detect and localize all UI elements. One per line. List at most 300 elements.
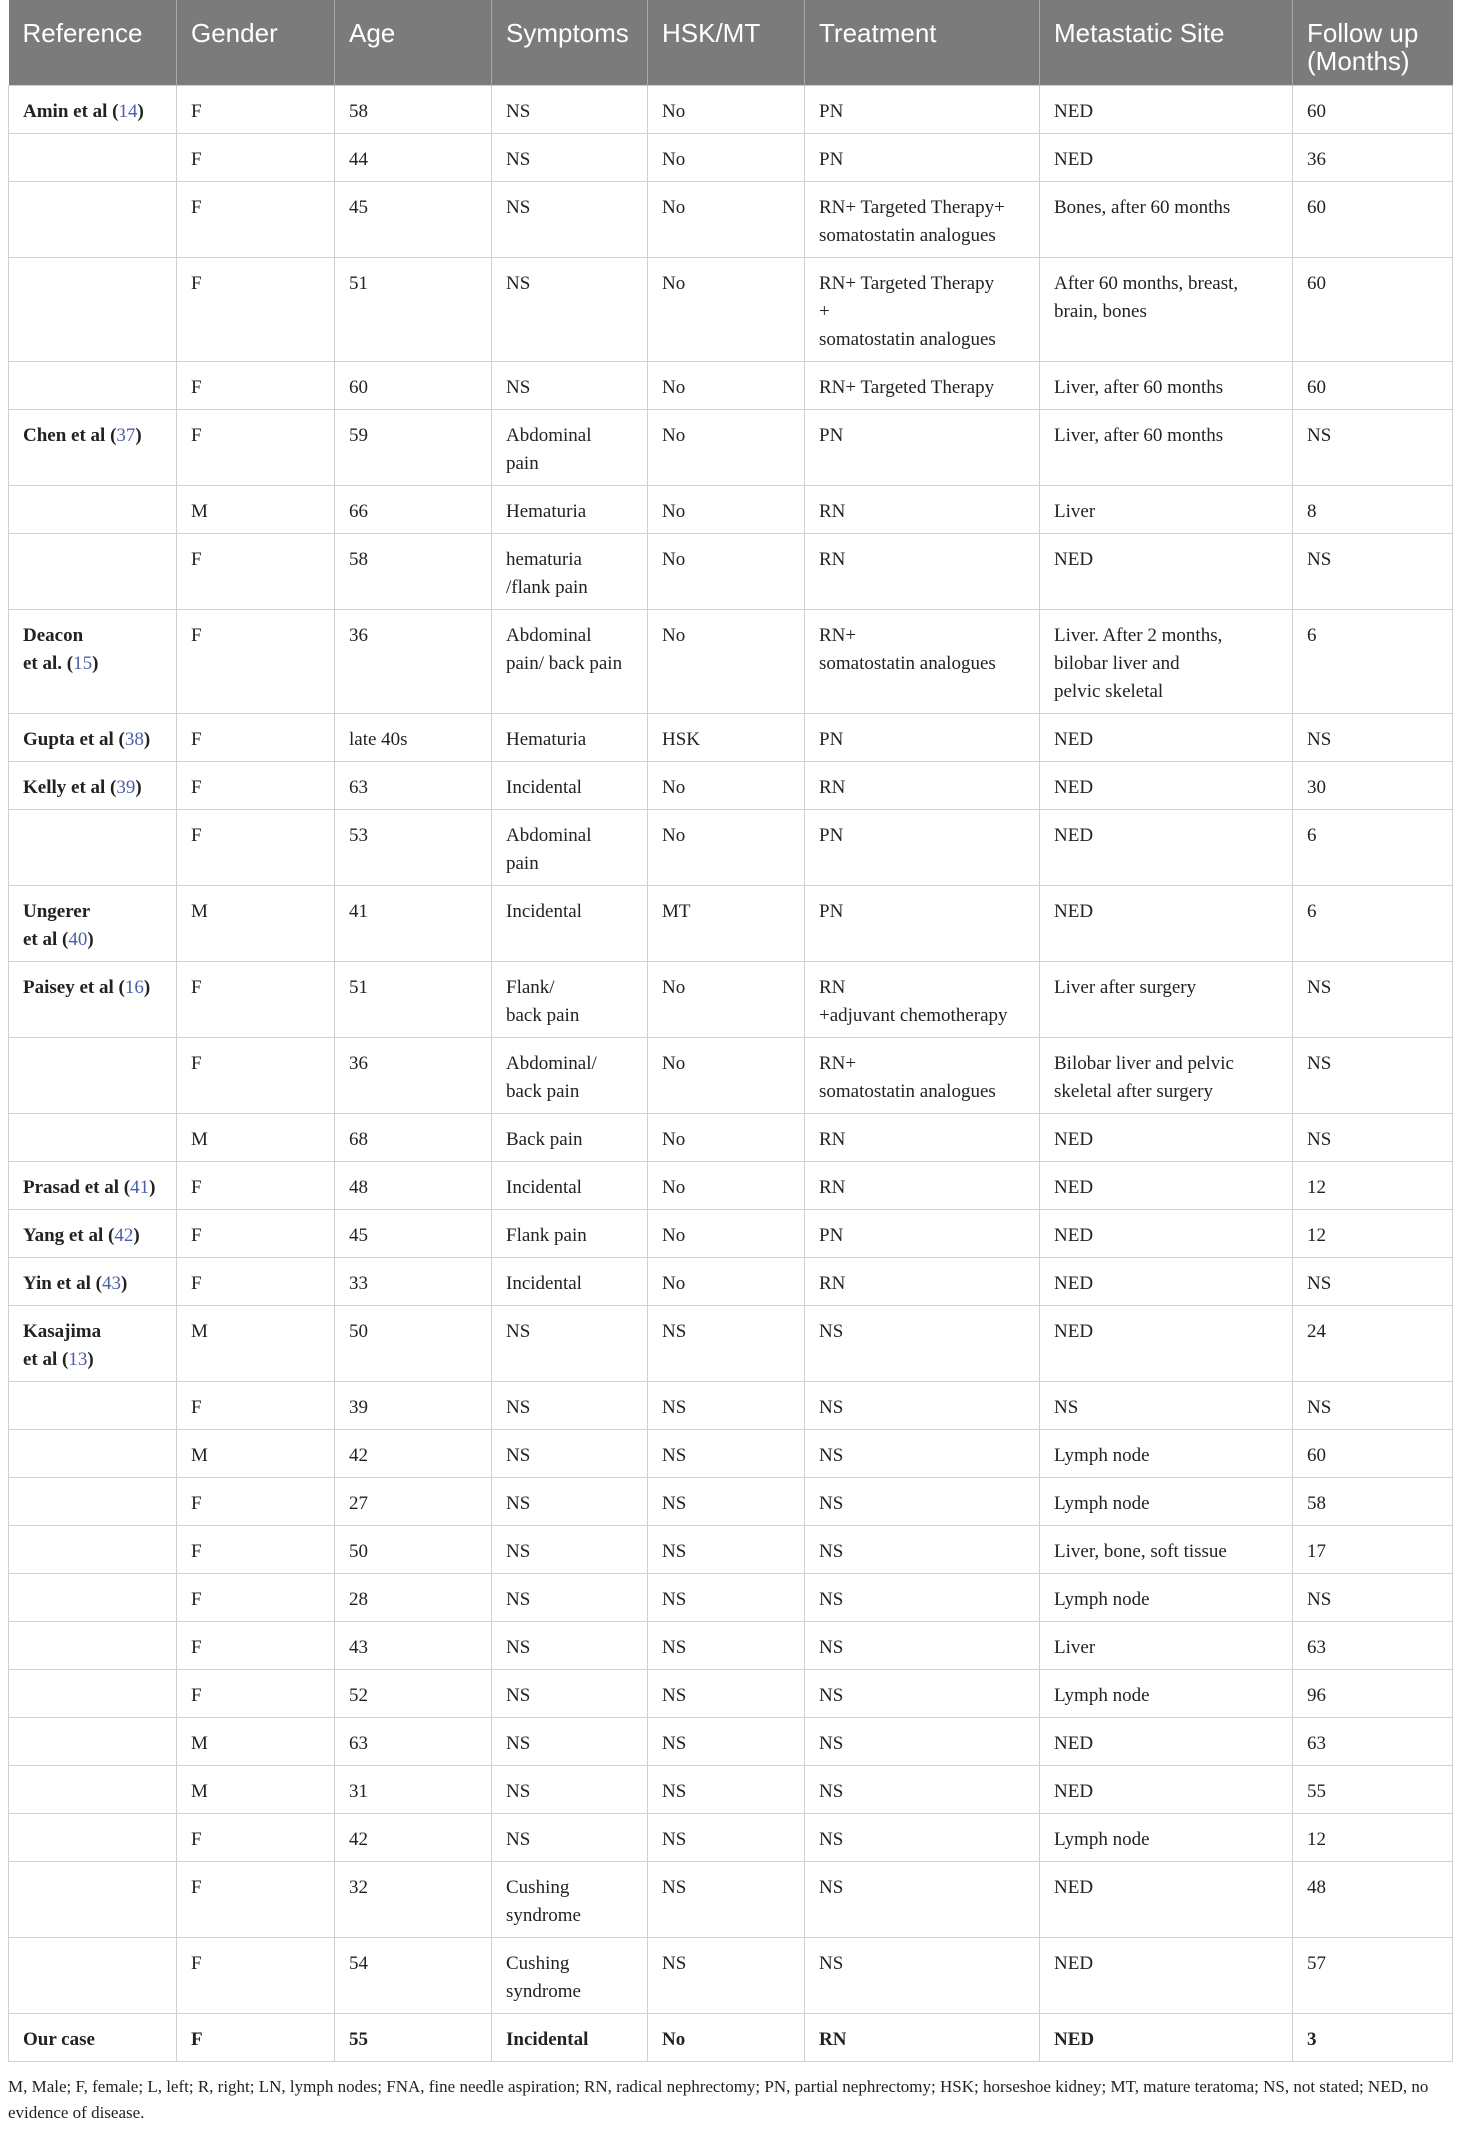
cell-hsk-mt: No [648,1162,805,1210]
cell-hsk-mt: NS [648,1814,805,1862]
cell-symptoms: Abdominal pain/ back pain [492,610,648,714]
cell-symptoms: Cushing syndrome [492,1862,648,1938]
cell-metastatic-site: Lymph node [1040,1670,1293,1718]
cell-reference [9,2014,177,2062]
citation-close: ) [133,1225,140,1246]
citation-link[interactable]: 39 [116,777,136,798]
cell-treatment: RN+ somatostatin analogues [805,610,1040,714]
cell-symptoms: Flank pain [492,1210,648,1258]
cell-hsk-mt: NS [648,1938,805,2014]
reference-author: Prasad et al ( [23,1177,131,1198]
cell-symptoms: NS [492,1306,648,1382]
cell-symptoms: Back pain [492,1114,648,1162]
cell-age: 45 [335,1210,492,1258]
cell-metastatic-site: NS [1040,1382,1293,1430]
cell-metastatic-site: Liver. After 2 months, bilobar liver and pelvic skeletal [1040,610,1293,714]
cell-follow-up: NS [1293,1382,1453,1430]
cell-gender: M [177,1766,335,1814]
reference-author: Ungerer et al ( [23,901,91,950]
cell-metastatic-site: NED [1040,534,1293,610]
cell-metastatic-site: NED [1040,762,1293,810]
table-row [9,1622,1453,1670]
cell-metastatic-site: Liver [1040,486,1293,534]
cell-age: 51 [335,962,492,1038]
cell-symptoms: Incidental [492,762,648,810]
reference-author: Amin et al ( [23,101,119,122]
cell-gender: F [177,1038,335,1114]
cell-hsk-mt: No [648,762,805,810]
cell-treatment: RN+ Targeted Therapy + somatostatin analogues [805,258,1040,362]
cell-symptoms: Incidental [492,1258,648,1306]
cell-symptoms: Hematuria [492,486,648,534]
cell-symptoms: NS [492,1670,648,1718]
table-row [9,1814,1453,1862]
cell-follow-up: 6 [1293,610,1453,714]
cell-follow-up: 30 [1293,762,1453,810]
cell-reference [9,1430,177,1478]
cell-gender: F [177,1622,335,1670]
cell-metastatic-site: NED [1040,810,1293,886]
cell-gender: F [177,182,335,258]
cell-metastatic-site: NED [1040,1162,1293,1210]
table-row [9,810,1453,886]
cell-metastatic-site: NED [1040,1306,1293,1382]
citation-close: ) [143,977,151,998]
table-row [9,714,1453,762]
cell-age: 60 [335,362,492,410]
cell-age: 36 [335,1038,492,1114]
cell-treatment: PN [805,134,1040,182]
table-row [9,762,1453,810]
citation-close: ) [149,1177,156,1198]
header-metastatic-site: Metastatic Site [1040,0,1293,86]
cell-follow-up: 57 [1293,1938,1453,2014]
cell-follow-up: 6 [1293,810,1453,886]
cell-gender: M [177,1306,335,1382]
citation-link[interactable]: 16 [124,977,144,998]
cell-reference [9,134,177,182]
cell-metastatic-site: Liver, after 60 months [1040,362,1293,410]
reference-author: Our case [23,2029,95,2050]
table-footnote: M, Male; F, female; L, left; R, right; LN, lymph nodes; FNA, fine needle aspiration; RN, radical nephrectomy; PN, partial nephrectomy; HSK; horseshoe kidney; MT, mature teratoma; NS, not stated; NED, no evidence of disease. [8,2077,1429,2122]
cell-symptoms: NS [492,1718,648,1766]
cell-treatment: NS [805,1622,1040,1670]
cell-gender: F [177,1210,335,1258]
cell-age: 50 [335,1306,492,1382]
cell-reference [9,1670,177,1718]
cell-gender: M [177,486,335,534]
cell-symptoms: NS [492,1526,648,1574]
cell-follow-up: 55 [1293,1766,1453,1814]
cell-follow-up: 24 [1293,1306,1453,1382]
cell-treatment: NS [805,1306,1040,1382]
cell-age: 33 [335,1258,492,1306]
citation-close: ) [135,425,142,446]
cell-reference [9,1114,177,1162]
table-row [9,134,1453,182]
citation-link[interactable]: 15 [73,653,93,674]
cell-age: 45 [335,182,492,258]
cell-reference [9,1258,177,1306]
cell-hsk-mt: NS [648,1670,805,1718]
reference-author: Yang et al ( [23,1225,115,1246]
cell-age: 27 [335,1478,492,1526]
cell-age: 31 [335,1766,492,1814]
cell-age: 58 [335,86,492,134]
cell-reference [9,1814,177,1862]
table-row [9,410,1453,486]
cell-hsk-mt: No [648,1038,805,1114]
cell-follow-up: 60 [1293,182,1453,258]
citation-link[interactable]: 13 [68,1349,88,1370]
cell-follow-up: 36 [1293,134,1453,182]
cell-metastatic-site: NED [1040,2014,1293,2062]
cell-symptoms: NS [492,1766,648,1814]
cell-age: 59 [335,410,492,486]
cell-reference [9,610,177,714]
cell-hsk-mt: NS [648,1766,805,1814]
citation-close: ) [143,729,151,750]
cell-age: 63 [335,1718,492,1766]
cell-age: 43 [335,1622,492,1670]
header-gender: Gender [177,0,335,86]
cell-symptoms: Abdominal/ back pain [492,1038,648,1114]
table-row [9,1114,1453,1162]
cell-gender: F [177,534,335,610]
cell-metastatic-site: NED [1040,1210,1293,1258]
table-row [9,362,1453,410]
citation-link[interactable]: 40 [68,929,88,950]
table-row [9,1670,1453,1718]
table-row [9,1210,1453,1258]
reference-author: Kasajima et al ( [23,1321,102,1370]
reference-author: Kelly et al ( [23,777,117,798]
cell-gender: M [177,1718,335,1766]
cell-metastatic-site: After 60 months, breast, brain, bones [1040,258,1293,362]
cell-follow-up: 96 [1293,1670,1453,1718]
cell-reference [9,1574,177,1622]
cell-age: late 40s [335,714,492,762]
cell-gender: F [177,1574,335,1622]
citation-close: ) [87,929,94,950]
cell-gender: F [177,410,335,486]
cell-age: 63 [335,762,492,810]
cell-treatment: NS [805,1718,1040,1766]
citation-link[interactable]: 43 [101,1273,121,1294]
table-row [9,1382,1453,1430]
cell-metastatic-site: Lymph node [1040,1814,1293,1862]
cell-symptoms: NS [492,182,648,258]
cell-treatment: RN [805,1162,1040,1210]
cell-reference [9,1718,177,1766]
cell-hsk-mt: No [648,962,805,1038]
cell-symptoms: NS [492,258,648,362]
cell-symptoms: Incidental [492,886,648,962]
cell-hsk-mt: NS [648,1526,805,1574]
cell-symptoms: Incidental [492,2014,648,2062]
cell-treatment: RN+ Targeted Therapy+ somatostatin analogues [805,182,1040,258]
table-row [9,1258,1453,1306]
cell-reference [9,886,177,962]
table-row [9,534,1453,610]
cell-gender: F [177,762,335,810]
cell-symptoms: NS [492,1478,648,1526]
table-row [9,86,1453,134]
cell-symptoms: NS [492,86,648,134]
cell-reference [9,86,177,134]
cell-treatment: NS [805,1670,1040,1718]
cell-age: 50 [335,1526,492,1574]
cell-gender: F [177,1862,335,1938]
citation-link[interactable]: 38 [124,729,144,750]
cell-treatment: PN [805,810,1040,886]
reference-author: Paisey et al ( [23,977,125,998]
table-row [9,1718,1453,1766]
cell-age: 28 [335,1574,492,1622]
cell-gender: F [177,810,335,886]
cell-gender: F [177,1670,335,1718]
table-row [9,2014,1453,2062]
table-row [9,182,1453,258]
cell-metastatic-site: Liver, bone, soft tissue [1040,1526,1293,1574]
citation-close: ) [92,653,99,674]
cell-treatment: RN +adjuvant chemotherapy [805,962,1040,1038]
cell-metastatic-site: NED [1040,134,1293,182]
cell-treatment: NS [805,1766,1040,1814]
cell-hsk-mt: No [648,410,805,486]
cell-treatment: PN [805,886,1040,962]
cell-follow-up: 60 [1293,86,1453,134]
cell-symptoms: Abdominal pain [492,410,648,486]
cell-reference [9,1766,177,1814]
cell-gender: M [177,1114,335,1162]
table-row [9,1478,1453,1526]
cell-hsk-mt: No [648,2014,805,2062]
cell-follow-up: 3 [1293,2014,1453,2062]
cell-hsk-mt: No [648,810,805,886]
cell-symptoms: NS [492,1622,648,1670]
cell-symptoms: Hematuria [492,714,648,762]
cell-reference [9,410,177,486]
cell-hsk-mt: No [648,86,805,134]
cell-gender: F [177,1938,335,2014]
cell-symptoms: NS [492,362,648,410]
cell-hsk-mt: MT [648,886,805,962]
cell-gender: F [177,1162,335,1210]
cell-follow-up: 63 [1293,1718,1453,1766]
cell-follow-up: 60 [1293,1430,1453,1478]
cell-age: 55 [335,2014,492,2062]
cell-follow-up: 8 [1293,486,1453,534]
cell-gender: F [177,1258,335,1306]
cell-age: 48 [335,1162,492,1210]
cell-reference [9,810,177,886]
cell-reference [9,182,177,258]
cell-symptoms: NS [492,1574,648,1622]
table-row [9,1574,1453,1622]
cell-gender: F [177,1814,335,1862]
table-row [9,962,1453,1038]
cell-age: 42 [335,1814,492,1862]
table-row [9,258,1453,362]
cell-hsk-mt: NS [648,1306,805,1382]
cell-age: 52 [335,1670,492,1718]
cell-hsk-mt: No [648,1258,805,1306]
cell-gender: F [177,258,335,362]
cell-reference [9,1622,177,1670]
cell-treatment: NS [805,1382,1040,1430]
cell-hsk-mt: No [648,362,805,410]
cell-hsk-mt: No [648,610,805,714]
cell-symptoms: Cushing syndrome [492,1938,648,2014]
cell-metastatic-site: Lymph node [1040,1574,1293,1622]
header-hsk-mt: HSK/MT [648,0,805,86]
cell-reference [9,1306,177,1382]
cell-hsk-mt: No [648,182,805,258]
cell-metastatic-site: Liver after surgery [1040,962,1293,1038]
cell-treatment: NS [805,1478,1040,1526]
table-row [9,1938,1453,2014]
table-row [9,1862,1453,1938]
cell-follow-up: 60 [1293,258,1453,362]
cell-hsk-mt: NS [648,1382,805,1430]
cell-treatment: PN [805,714,1040,762]
citation-link[interactable]: 41 [130,1177,150,1198]
reference-author: Gupta et al ( [23,729,125,750]
cell-treatment: NS [805,1430,1040,1478]
cell-symptoms: NS [492,134,648,182]
cell-treatment: NS [805,1526,1040,1574]
cell-follow-up: NS [1293,410,1453,486]
cell-age: 68 [335,1114,492,1162]
reference-author: Deacon et al. ( [23,625,84,674]
header-reference: Reference [9,0,177,86]
reference-author: Yin et al ( [23,1273,102,1294]
cell-treatment: RN+ somatostatin analogues [805,1038,1040,1114]
cell-metastatic-site: Lymph node [1040,1478,1293,1526]
cell-follow-up: 12 [1293,1162,1453,1210]
cell-gender: M [177,886,335,962]
cell-age: 39 [335,1382,492,1430]
cell-symptoms: Abdominal pain [492,810,648,886]
cell-treatment: RN [805,762,1040,810]
cell-age: 58 [335,534,492,610]
cell-hsk-mt: No [648,1210,805,1258]
cell-treatment: PN [805,410,1040,486]
cell-reference [9,1478,177,1526]
cell-follow-up: NS [1293,962,1453,1038]
cell-gender: F [177,1526,335,1574]
case-comparison-table [8,0,1453,2062]
cell-follow-up: NS [1293,1038,1453,1114]
cell-age: 32 [335,1862,492,1938]
cell-treatment: PN [805,86,1040,134]
cell-treatment: NS [805,1574,1040,1622]
header-follow-up: Follow up (Months) [1293,0,1453,86]
cell-reference [9,1210,177,1258]
cell-hsk-mt: NS [648,1574,805,1622]
cell-metastatic-site: Lymph node [1040,1430,1293,1478]
cell-treatment: PN [805,1210,1040,1258]
cell-metastatic-site: NED [1040,714,1293,762]
cell-gender: F [177,962,335,1038]
citation-close: ) [120,1273,128,1294]
table-row [9,1526,1453,1574]
cell-follow-up: NS [1293,1114,1453,1162]
cell-gender: F [177,1382,335,1430]
cell-gender: F [177,134,335,182]
cell-hsk-mt: No [648,258,805,362]
cell-treatment: RN [805,1114,1040,1162]
table-row [9,486,1453,534]
table-row [9,1306,1453,1382]
citation-link[interactable]: 37 [116,425,136,446]
cell-metastatic-site: NED [1040,1938,1293,2014]
header-symptoms: Symptoms [492,0,648,86]
cell-hsk-mt: NS [648,1430,805,1478]
cell-metastatic-site: NED [1040,1114,1293,1162]
cell-reference [9,1526,177,1574]
cell-hsk-mt: HSK [648,714,805,762]
header-row [9,0,1453,86]
cell-hsk-mt: No [648,534,805,610]
cell-follow-up: 63 [1293,1622,1453,1670]
cell-follow-up: 6 [1293,886,1453,962]
cell-treatment: RN [805,2014,1040,2062]
cell-metastatic-site: NED [1040,1862,1293,1938]
cell-age: 44 [335,134,492,182]
cell-metastatic-site: Liver, after 60 months [1040,410,1293,486]
cell-treatment: NS [805,1814,1040,1862]
cell-gender: F [177,714,335,762]
cell-age: 53 [335,810,492,886]
cell-symptoms: NS [492,1814,648,1862]
cell-metastatic-site: NED [1040,886,1293,962]
table-row [9,886,1453,962]
cell-metastatic-site: NED [1040,1766,1293,1814]
cell-symptoms: NS [492,1382,648,1430]
citation-link[interactable]: 42 [114,1225,134,1246]
cell-hsk-mt: No [648,486,805,534]
cell-gender: F [177,1478,335,1526]
cell-treatment: RN [805,1258,1040,1306]
cell-hsk-mt: No [648,1114,805,1162]
cell-follow-up: NS [1293,714,1453,762]
cell-treatment: RN [805,534,1040,610]
cell-gender: F [177,362,335,410]
cell-age: 54 [335,1938,492,2014]
table-container [8,0,1452,2126]
cell-metastatic-site: NED [1040,1258,1293,1306]
cell-gender: M [177,1430,335,1478]
table-row [9,1038,1453,1114]
cell-age: 42 [335,1430,492,1478]
cell-reference [9,1382,177,1430]
cell-gender: F [177,610,335,714]
cell-treatment: RN+ Targeted Therapy [805,362,1040,410]
cell-hsk-mt: NS [648,1478,805,1526]
cell-follow-up: NS [1293,534,1453,610]
cell-reference [9,762,177,810]
cell-reference [9,1038,177,1114]
cell-follow-up: 12 [1293,1210,1453,1258]
cell-treatment: RN [805,486,1040,534]
reference-author: Chen et al ( [23,425,117,446]
cell-symptoms: Flank/ back pain [492,962,648,1038]
citation-close: ) [137,101,144,122]
citation-link[interactable]: 14 [118,101,138,122]
cell-follow-up: 12 [1293,1814,1453,1862]
